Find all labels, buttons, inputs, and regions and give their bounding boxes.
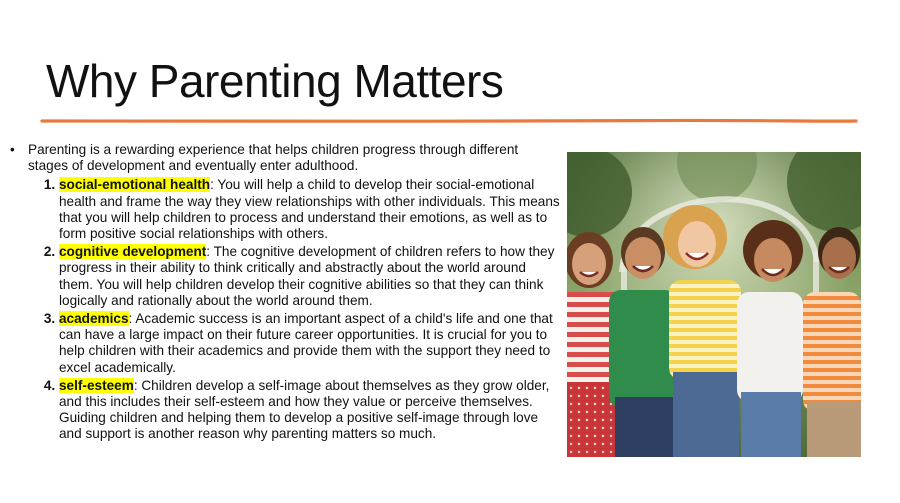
children-photo — [567, 152, 861, 457]
bullet-icon: • — [10, 142, 15, 157]
slide-title: Why Parenting Matters — [46, 55, 504, 107]
intro-bullet — [8, 142, 560, 174]
title-underline — [40, 118, 858, 124]
point-text: : You will help a child to develop their social-emotional health and frame the way they view relationships with other individuals. This means that you will help children to process and understand their emotions, as well as to form positive social relationships with others. — [59, 177, 560, 242]
point-text: : Children develop a self-image about themselves as they grow older, and this includes their self-esteem and how they value or perceive themselves. Guiding children and helping them to develop a positive self-image through love and support is another reason why parenting matters so much. — [59, 377, 550, 442]
point-text: : The cognitive development of children refers to how they progress in their ability to think critically and abstractly about the world around them. You will help children develop their cognitive abilities so that they can think logically and rationally about the world around them. — [59, 244, 555, 308]
intro-text: Parenting is a rewarding experience that helps children progress through different stages of development and eventually enter adulthood. — [28, 142, 519, 174]
point-term: cognitive development — [59, 244, 207, 260]
point-text: : Academic success is an important aspect of a child's life and one that can have a large impact on their future career opportunities. It is crucial for you to help children with their academics and provide them with the support they need to excel academically. — [59, 311, 553, 375]
point-term: academics — [59, 311, 129, 327]
slide-body — [8, 142, 560, 445]
list-item — [59, 177, 560, 242]
list-item — [59, 311, 560, 376]
list-item — [59, 378, 560, 443]
point-term: self-esteem — [59, 377, 134, 393]
point-term: social-emotional health — [59, 177, 211, 193]
points-list — [8, 177, 560, 442]
list-item — [59, 244, 560, 309]
